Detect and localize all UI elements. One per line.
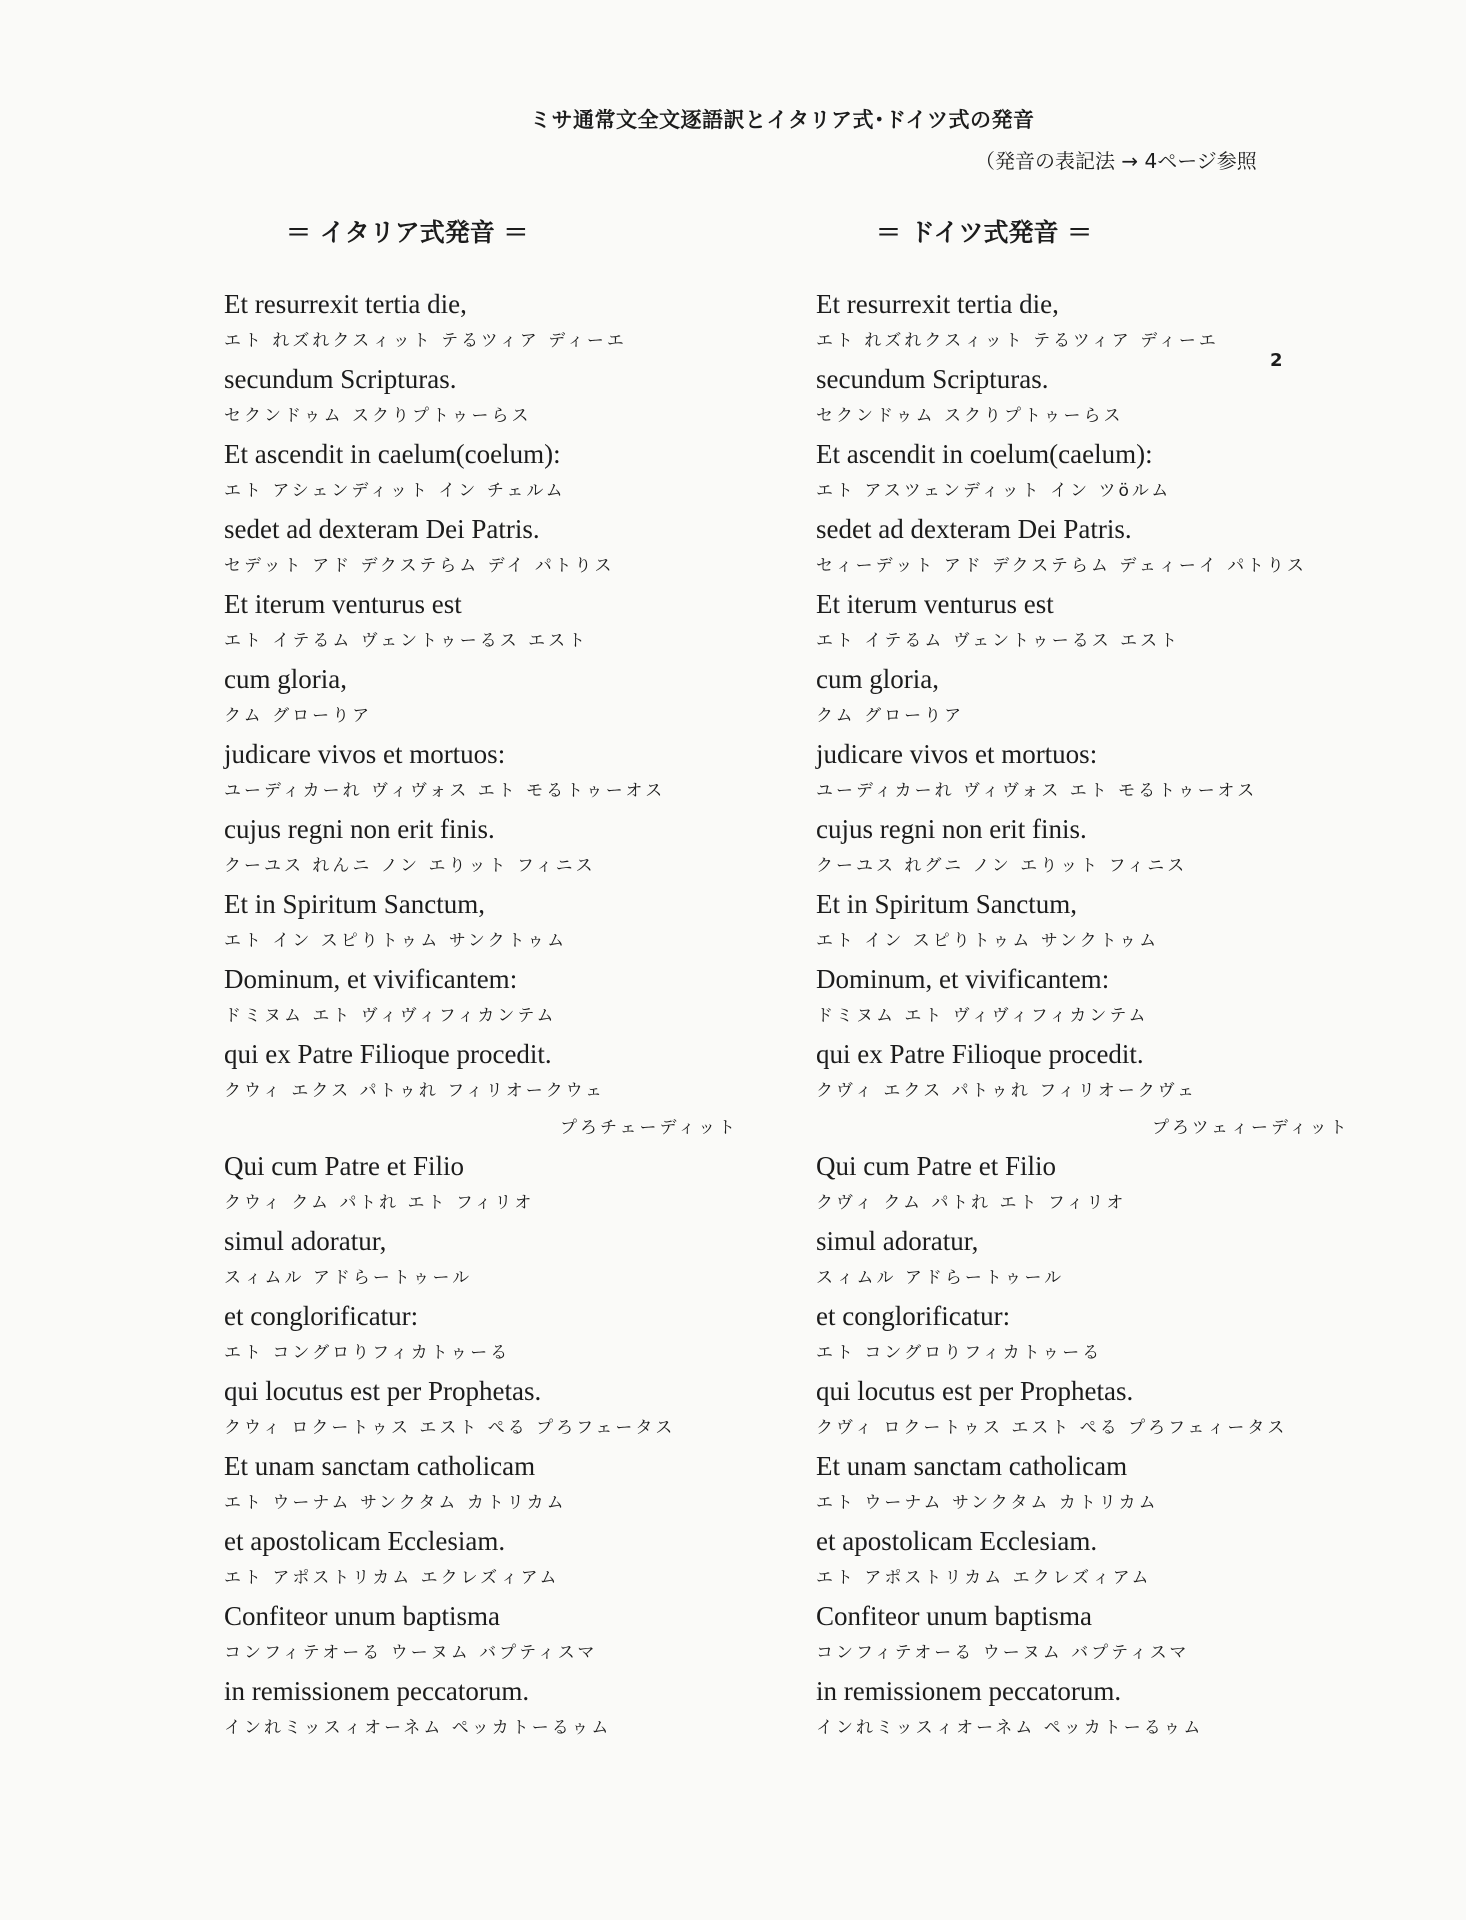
kana-pronunciation-line: クウィ エクス パトゥれ フィリオークウェ — [224, 1081, 606, 1101]
text-entry — [816, 1222, 1466, 1297]
latin-line: Et in Spiritum Sanctum, — [224, 889, 485, 919]
kana-pronunciation-continuation: プろチェーディット — [560, 1118, 739, 1138]
text-entry — [816, 585, 1466, 660]
latin-line: Confiteor unum baptisma — [816, 1601, 1092, 1631]
latin-line: cum gloria, — [816, 664, 939, 694]
kana-pronunciation-line: クヴィ エクス パトゥれ フィリオークヴェ — [816, 1081, 1198, 1101]
text-entry — [816, 660, 1466, 735]
latin-line: Et iterum venturus est — [816, 589, 1054, 619]
kana-pronunciation-line: エト アポストリカム エクレズィアム — [224, 1568, 560, 1588]
text-entry — [816, 1147, 1466, 1222]
text-entry — [224, 285, 874, 360]
pronunciation-reference-note: （発音の表記法 → 4ページ参照 — [975, 149, 1257, 173]
latin-line: Et unam sanctam catholicam — [224, 1451, 536, 1481]
page-mark: 2 — [1270, 350, 1283, 371]
italian-pronunciation-column — [224, 285, 874, 1747]
text-entry — [816, 1447, 1466, 1522]
text-entry — [816, 1372, 1466, 1447]
latin-line: Confiteor unum baptisma — [224, 1601, 500, 1631]
kana-pronunciation-line: クヴィ クム パトれ エト フィリオ — [816, 1193, 1127, 1213]
latin-line: et conglorificatur: — [224, 1301, 419, 1331]
text-entry — [816, 1522, 1466, 1597]
kana-pronunciation-line: エト イテるム ヴェントゥーるス エスト — [816, 631, 1181, 651]
kana-pronunciation-line: ユーディカーれ ヴィヴォス エト モるトゥーオス — [224, 781, 666, 801]
latin-line: Et ascendit in coelum(caelum): — [816, 439, 1153, 469]
latin-line: et apostolicam Ecclesiam. — [224, 1526, 506, 1556]
kana-pronunciation-line: コンフィテオーる ウーヌム バプティスマ — [816, 1643, 1190, 1663]
latin-line: qui locutus est per Prophetas. — [816, 1376, 1134, 1406]
text-entry — [224, 1035, 874, 1147]
text-entry — [816, 1597, 1466, 1672]
latin-line: Et in Spiritum Sanctum, — [816, 889, 1077, 919]
text-entry — [224, 1522, 874, 1597]
latin-line: simul adoratur, — [816, 1226, 979, 1256]
latin-line: Et resurrexit tertia die, — [816, 289, 1059, 319]
kana-pronunciation-line: エト ウーナム サンクタム カトリカム — [224, 1493, 567, 1513]
kana-pronunciation-line: エト れズれクスィット テるツィア ディーエ — [224, 331, 627, 351]
latin-line: Dominum, et vivificantem: — [224, 964, 518, 994]
text-entry — [816, 510, 1466, 585]
kana-pronunciation-line: エト アシェンディット イン チェルム — [224, 481, 566, 501]
kana-pronunciation-line: クーユス れグニ ノン エりット フィニス — [816, 856, 1188, 876]
kana-pronunciation-line: クウィ ロクートゥス エスト ぺる プろフェータス — [224, 1418, 676, 1438]
page-title: ミサ通常文全文逐語訳とイタリア式･ドイツ式の発音 — [530, 108, 1035, 132]
kana-pronunciation-line: クム グローりア — [816, 706, 965, 726]
text-entry — [224, 1672, 874, 1747]
text-entry — [224, 885, 874, 960]
kana-pronunciation-line: ユーディカーれ ヴィヴォス エト モるトゥーオス — [816, 781, 1258, 801]
kana-pronunciation-line: エト イン スピりトゥム サンクトゥム — [224, 931, 568, 951]
kana-pronunciation-line: ドミヌム エト ヴィヴィフィカンテム — [816, 1006, 1149, 1026]
kana-pronunciation-line: エト れズれクスィット テるツィア ディーエ — [816, 331, 1219, 351]
kana-pronunciation-line: エト アスツェンディット イン ツӧルム — [816, 481, 1172, 501]
latin-line: Qui cum Patre et Filio — [224, 1151, 464, 1181]
text-entry — [224, 360, 874, 435]
kana-pronunciation-line: セィーデット アド デクステらム デェィーイ パトりス — [816, 556, 1307, 576]
text-entry — [224, 960, 874, 1035]
text-entry — [816, 735, 1466, 810]
text-entry — [224, 1447, 874, 1522]
text-entry — [816, 285, 1466, 360]
text-entry — [816, 1672, 1466, 1747]
italian-column-header: ＝ イタリア式発音 ＝ — [286, 218, 529, 247]
latin-line: qui ex Patre Filioque procedit. — [224, 1039, 552, 1069]
german-pronunciation-column — [816, 285, 1466, 1747]
kana-pronunciation-line: エト イテるム ヴェントゥーるス エスト — [224, 631, 589, 651]
latin-line: simul adoratur, — [224, 1226, 387, 1256]
latin-line: qui ex Patre Filioque procedit. — [816, 1039, 1144, 1069]
kana-pronunciation-line: インれミッスィオーネム ペッカトーるゥム — [224, 1718, 612, 1738]
kana-pronunciation-line: クーユス れんニ ノン エりット フィニス — [224, 856, 596, 876]
latin-line: et apostolicam Ecclesiam. — [816, 1526, 1098, 1556]
kana-pronunciation-line: エト イン スピりトゥム サンクトゥム — [816, 931, 1160, 951]
text-entry — [224, 585, 874, 660]
kana-pronunciation-line: セデット アド デクステらム デイ パトりス — [224, 556, 615, 576]
text-entry — [816, 960, 1466, 1035]
text-entry — [816, 435, 1466, 510]
text-entry — [224, 435, 874, 510]
latin-line: Et unam sanctam catholicam — [816, 1451, 1128, 1481]
latin-line: Qui cum Patre et Filio — [816, 1151, 1056, 1181]
kana-pronunciation-line: スィムル アドらートゥール — [816, 1268, 1065, 1288]
kana-pronunciation-line: エト コングロりフィカトゥーる — [816, 1343, 1103, 1363]
latin-line: Et iterum venturus est — [224, 589, 462, 619]
latin-line: cujus regni non erit finis. — [816, 814, 1087, 844]
text-entry — [816, 1035, 1466, 1147]
text-entry — [816, 1297, 1466, 1372]
latin-line: Dominum, et vivificantem: — [816, 964, 1110, 994]
kana-pronunciation-line: コンフィテオーる ウーヌム バプティスマ — [224, 1643, 598, 1663]
kana-pronunciation-line: セクンドゥム スクりプトゥーらス — [224, 406, 532, 426]
latin-line: judicare vivos et mortuos: — [224, 739, 506, 769]
text-entry — [816, 885, 1466, 960]
text-entry — [816, 360, 1466, 435]
kana-pronunciation-line: クウィ クム パトれ エト フィリオ — [224, 1193, 535, 1213]
latin-line: secundum Scripturas. — [224, 364, 457, 394]
kana-pronunciation-line: エト アポストリカム エクレズィアム — [816, 1568, 1152, 1588]
kana-pronunciation-continuation: プろツェィーディット — [1152, 1118, 1350, 1138]
text-entry — [224, 1222, 874, 1297]
kana-pronunciation-line: エト ウーナム サンクタム カトリカム — [816, 1493, 1159, 1513]
latin-line: secundum Scripturas. — [816, 364, 1049, 394]
latin-line: cum gloria, — [224, 664, 347, 694]
text-entry — [224, 1147, 874, 1222]
kana-pronunciation-line: スィムル アドらートゥール — [224, 1268, 473, 1288]
kana-pronunciation-line: エト コングロりフィカトゥーる — [224, 1343, 511, 1363]
kana-pronunciation-line: ドミヌム エト ヴィヴィフィカンテム — [224, 1006, 557, 1026]
latin-line: qui locutus est per Prophetas. — [224, 1376, 542, 1406]
text-entry — [224, 1297, 874, 1372]
kana-pronunciation-line: セクンドゥム スクりプトゥーらス — [816, 406, 1124, 426]
latin-line: in remissionem peccatorum. — [816, 1676, 1122, 1706]
text-entry — [224, 1372, 874, 1447]
text-entry — [224, 1597, 874, 1672]
text-entry — [224, 510, 874, 585]
text-entry — [816, 810, 1466, 885]
kana-pronunciation-line: インれミッスィオーネム ペッカトーるゥム — [816, 1718, 1204, 1738]
latin-line: et conglorificatur: — [816, 1301, 1011, 1331]
kana-pronunciation-line: クム グローりア — [224, 706, 373, 726]
latin-line: sedet ad dexteram Dei Patris. — [816, 514, 1132, 544]
latin-line: cujus regni non erit finis. — [224, 814, 495, 844]
text-entry — [224, 810, 874, 885]
latin-line: in remissionem peccatorum. — [224, 1676, 530, 1706]
latin-line: Et ascendit in caelum(coelum): — [224, 439, 561, 469]
german-column-header: ＝ ドイツ式発音 ＝ — [876, 218, 1093, 247]
text-entry — [224, 735, 874, 810]
latin-line: sedet ad dexteram Dei Patris. — [224, 514, 540, 544]
text-entry — [224, 660, 874, 735]
latin-line: Et resurrexit tertia die, — [224, 289, 467, 319]
latin-line: judicare vivos et mortuos: — [816, 739, 1098, 769]
kana-pronunciation-line: クヴィ ロクートゥス エスト ぺる プろフェィータス — [816, 1418, 1288, 1438]
